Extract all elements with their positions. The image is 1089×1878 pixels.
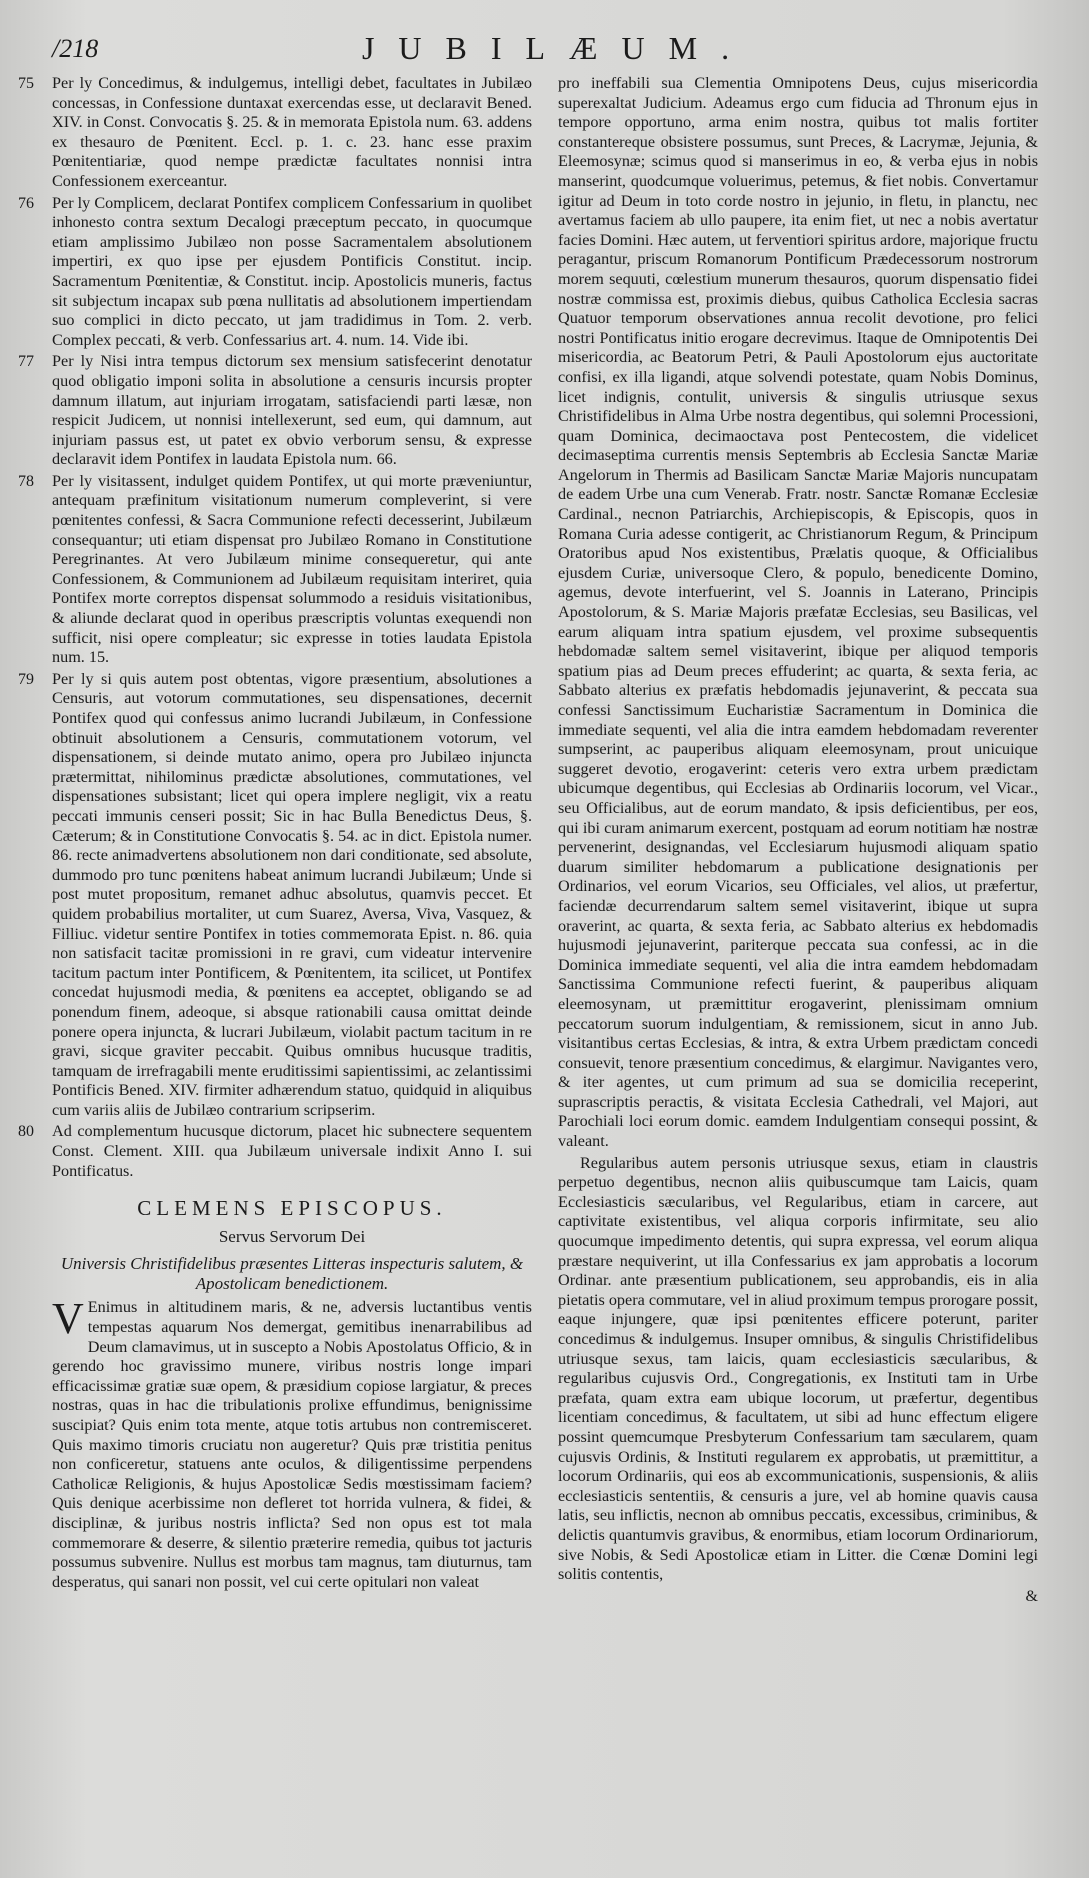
text-columns: [18, 74, 1063, 1606]
paragraph-number: 79: [18, 670, 34, 688]
left-column: [18, 74, 532, 1606]
paragraph-77: [18, 352, 532, 470]
paragraph-text: Per ly visitassent, indulget quidem Pontifex, ut qui morte præveniuntur, antequam præfinitum visitationum numerum compleverint, si vere pœnitentes confessi, & Sacra Communione refecti decesserint, Jubilæum consequantur; uti etiam dispensat pro Jubilæo Romano in Constitutione Peregrinantes. At vero Jubilæum minime consequeretur, qui ante Confessionem, & Communionem ad Jubilæum requisitam interiret, quia Pontifex morte correptos dispensat solummodo a residuis visitationibus, & aliunde declarat quod in operibus præscriptis voluntas exequendi non sufficit, nisi opere compleatur; sic expresse in toties laudata Epistola num. 15.: [52, 471, 532, 667]
paragraph-number: 76: [18, 194, 34, 212]
page-number: /218: [52, 34, 99, 63]
page-header: [52, 30, 1063, 74]
drop-cap: V: [52, 1294, 84, 1344]
bull-address: Universis Christifidelibus præsentes Litteras inspecturis salutem, & Apostolicam benedictionem.: [60, 1254, 524, 1294]
paragraph-80: [18, 1122, 532, 1181]
bull-text: Enimus in altitudinem maris, & ne, adversis luctantibus ventis tempestas aquarum Nos demergat, gemitibus inenarrabilibus ad Deum clamavimus, ut in suscepto a Nobis Apostolatus Officio, & in gerendo hoc gravissimo munere, viribus nostris longe impari efficacissimæ gratiæ suæ opem, & præsidium copiose largiatur, & preces nostras, quas in hac die tribulationis prolixe effundimus, benignissime suscipiat? Quis enim tota mente, atque totis artubus non contremisceret. Quis maximo timoris cruciatu non augeretur? Quis præ tristitia penitus non conficeretur, statuens ante oculos, & diligentissime perpendens Catholicæ Religionis, & hujus Apostolicæ Sedis mœstissimam faciem? Quis denique acerbissime non defleret tot horrida vulnera, & fidei, & disciplinæ, & juribus nostris inflicta? Sed non opus est tot mala commemorare & deserre, & silentio præterire remedia, quibus tot jacturis possumus subvenire. Nullus est morbus tam magnus, tam diuturnus, tam desperatus, qui sanari non possit, vel cui certe opitulari non valeat: [52, 1298, 532, 1591]
bull-subtitle: Servus Servorum Dei: [218, 1226, 366, 1246]
right-paragraph-1: pro ineffabili sua Clementia Omnipotens Deus, cujus misericordia superexaltat Judicium. Adeamus ergo cum fiducia ad Thronum ejus in tempore opportuno, arma enim nostra, quibus tot malis fortiter constantereque obsistere possumus, sunt Preces, & Lacrymæ, Jejunia, & Eleemosynæ; scimus quod si manserimus in eo, & verba ejus in nobis manserint, quodcumque voluerimus, petemus, & fiet nobis. Convertamur igitur ad Deum in toto corde nostro in jejunio, in fletu, in planctu, nec avertamus faciem ab ullo paupere, ita enim fiet, ut nec a nobis avertatur facies Domini. Hæc autem, ut ferventiori spiritus ardore, majorique fructu peragantur, priscum Romanorum Pontificum Prædecessorum nostrorum morem sequuti, cœlestium munerum thesauros, quorum dispensatio fidei nostræ commissa est, proximis diebus, quibus Catholica Ecclesia sacras Quatuor temporum observationes annua recolit devotione, pro felici nostri Pontificatus initio erogare decrevimus. Itaque de Omnipotentis Dei misericordia, ac Beatorum Petri, & Pauli Apostolorum ejus auctoritate confisi, ex illa ligandi, atque solvendi potestate, quam Nobis Dominus, licet indignis, contulit, universis & singulis utriusque sexus Christifidelibus in Alma Urbe nostra degentibus, qui solemni Processioni, quam Dominica, decimaoctava post Pentecostem, die videlicet decimaseptima currentis mensis Septembris ab Ecclesia Sanctæ Mariæ Angelorum in Thermis ad Basilicam Sanctæ Mariæ Majoris nuncupatam de eadem Urbe una cum Venerab. Fratr. nostr. Sanctæ Romanæ Ecclesiæ Cardinal., necnon Patriarchis, Archiepiscopis, & Episcopis, quos in Romana Curia adesse contigerit, ac Christianorum Regum, & Principum Oratoribus apud Nos existentibus, Prælatis quoque, & Officialibus ejusdem Curiæ, universoque Clero, & populo, benedicente Domino, agemus, devote interfuerint, vel S. Joannis in Laterano, Principis Apostolorum, & S. Mariæ Majoris præfatæ Ecclesias, seu Basilicas, vel earum aliquam intra spatium ejusdem, vel proxime subsequentis hebdomadæ saltem semel visitaverint, ibique per aliquod temporis spatium pias ad Deum preces effuderint; ac quarta, & sexta feria, ac Sabbato alterius ex præfatis hebdomadis jejunaverint, & peccata sua confessi Sanctissimum Eucharistiæ Sacramentum in Dominica die immediate sequenti, vel alia die intra eamdem hebdomadam reverenter sumpserint, ac pauperibus aliquam eleemosynam, prout unicuique suggeret devotio, erogaverint: ceteris vero extra urbem prædictam ubicumque degentibus, qui Ecclesias ab Ordinariis locorum, vel Vicar., seu Officialibus, aut de eorum mandato, & ipsis deficientibus, per eos, qui ibi curam animarum exercent, postquam ad eorum notitiam hæ nostræ pervenerint, designandas, vel Ecclesiarum hujusmodi aliquam spatio duarum similiter hebdomarum a publicatione designationis per Ordinarios, vel eorum Vicarios, seu Officiales, vel alios, ut præfertur, faciendæ decurrendarum saltem semel visitaverint, ibique ut supra oraverint, ac quarta, & sexta feria, ac Sabbato alterius ex hebdomadis hujusmodi jejunaverint, pariterque peccata sua confessi, ac in die Dominica immediate sequenti, vel alia die intra eamdem hebdomadam Sanctissima Communione refecti fuerint, & pauperibus aliquam eleemosynam, ut præmittitur erogaverint, plenissimam omnium peccatorum suorum indulgentiam, & remissionem, sicut in anno Jub. visitantibus certas Ecclesias, & intra, & extra Urbem prædictam concedi consuevit, tenore præsentium concedimus, & elargimur. Navigantes vero, & iter agentes, ut cum primum ad sua se domicilia receperint, suprascriptis peractis, & visitata Ecclesia Cathedrali, vel Majori, aut Parochiali loci eorum domic. eamdem Indulgentiam consequi possint, & valeant.: [558, 74, 1038, 1151]
paragraph-number: 77: [18, 353, 34, 371]
catchword: &: [1025, 1587, 1038, 1605]
paragraph-78: [18, 471, 532, 668]
paragraph-number: 75: [18, 75, 34, 92]
paragraph-79: [18, 669, 532, 1121]
paragraph-text: Per ly Complicem, declarat Pontifex complicem Confessarium in quolibet inhonesto contra sextum Decalogi præceptum peccato, in quocumque etiam amplissimo Jubilæo non posse Sacramentalem absolutionem impertiri, ex quo ipse per ejusdem Pontificis Constitut. incip. Sacramentum Pœnitentiæ, & Constitut. incip. Apostolicis muneris, factus sit subjectum incapax sub pœna nullitatis ad absolutionem impertiendam suo complici in dicto peccato, ut jam tradidimus in Tom. 2. verb. Complex peccati, & verb. Confessarius art. 4. num. 14. Vide ibi.: [52, 193, 532, 349]
running-title: JUBILÆUM.: [361, 30, 754, 66]
paragraph-number: 80: [18, 1123, 34, 1141]
right-column: [558, 74, 1038, 1606]
paragraph-text: Per ly si quis autem post obtentas, vigore præsentium, absolutiones a Censuris, aut votorum commutationes, seu dispensationes, decernit Pontifex quod qui confessus animo lucrandi Jubilæum, in Confessione obtinuit absolutionem a Censuris, commutationem votorum, vel dispensationem, si deinde mutato animo, opera pro Jubilæo injuncta prætermittat, nihilominus prædictæ absolutiones, commutationes, vel dispensationes subsistant; licet qui opera implere negligit, vix a reatu peccati immunis censeri possit; Sic in hac Bulla Benedictus Deus, §. Cæterum; & in Constitutione Convocatis §. 54. ac in dict. Epistola numer. 86. recte animadvertens absolutionem non dari conditionate, sed absolute, dummodo pro tunc pœnitens habeat animum lucrandi Jubilæum; Unde si post mutet propositum, remanet adhuc absolutus, quamvis peccet. Et quidem probabilius mortaliter, ut cum Suarez, Aversa, Viva, Vasquez, & Filliuc. videtur sentire Pontifex in toties commemorata Epist. n. 86. quia non satisfacit tacitæ promissioni in re gravi, cum videatur intervenire tacitum pactum inter Pontificem, & Pœnitentem, ita scilicet, ut Pontifex concedat hujusmodi media, & pœnitens ea acceptet, obligando se ad ponendum finem, adeoque, si absque rationabili causa omittat deinde ponere opera injuncta, & lucrari Jubilæum, violabit pactum tacitum in re gravi, sicque graviter peccabit. Quibus omnibus hucusque traditis, tamquam de irrefragabili mente eruditissimi sapientissimi, ac zelantissimi Pontificis Bened. XIV. firmiter adhærendum statuo, quidquid in aliquibus cum variis aliis de Jubilæo contrarium scripserim.: [52, 669, 532, 1119]
paragraph-text: Ad complementum hucusque dictorum, placet hic subnectere sequentem Const. Clement. XIII. qua Jubilæum universale indixit Anno I. sui Pontificatus.: [52, 1122, 532, 1180]
right-paragraph-2: Regularibus autem personis utriusque sexus, etiam in claustris perpetuo degentibus, necnon aliis quibuscumque tam Laicis, quam Ecclesiasticis sæcularibus, vel Regularibus, etiam in carcere, aut captivitate existentibus, vel aliqua corporis infirmitate, seu alio quocumque impedimento detentis, qui supra expressa, vel eorum aliqua præstare nequiverint, ut illa Confessarius ex jam approbatis a locorum Ordinar. ante præsentium publicationem, seu approbandis, eis in alia pietatis opera commutare, vel in aliud proximum tempus prorogare possit, eaque injungere, quæ ipsi pœnitentes efficere poterunt, pariter concedimus & indulgemus. Insuper omnibus, & singulis Christifidelibus utriusque sexus, tam laicis, quam ecclesiasticis sæcularibus, & regularibus cujusvis Ord., Congregationis, ex Instituti tam in Urbe præfata, quam extra eam ubique locorum, ut præfertur, degentibus licentiam concedimus, & facultatem, ut sibi ad hunc effectum eligere possint quemcumque Presbyterum Confessarium tam sæcularem, quam cujusvis Ordinis, & Instituti regularem ex approbatis, ut præmittitur, a locorum Ordinariis, qui eos ab excommunicationis, suspensionis, & aliis ecclesiasticis sententiis, & censuris a jure, vel ab homine quavis causa latis, seu inflictis, necnon ab omnibus peccatis, excessibus, criminibus, & delictis quantumvis gravibus, & enormibus, etiam locorum Ordinariorum, sive Nobis, & Sedi Apostolicæ etiam in Litter. die Cœnæ Domini legi solitis contentis,: [558, 1153, 1038, 1584]
paragraph-text: Per ly Nisi intra tempus dictorum sex mensium satisfecerint denotatur quod obligatio imponi solita in absolutione a censuris incursis propter damnum illatum, aut injuriam irrogatam, satisfaciendi parti læsæ, non respicit Judicem, ut nonnisi intellexerunt, sed eum, qui damnum, aut injuriam passus est, ut patet ex obvio verborum sensu, & expresse declaravit idem Pontifex in laudata Epistola num. 66.: [52, 352, 532, 469]
paragraph-76: [18, 193, 532, 351]
paragraph-75: [18, 74, 532, 192]
paragraph-text: Per ly Concedimus, & indulgemus, intelligi debet, facultates in Jubilæo concessas, in Confessione duntaxat exercendas esse, ut declaravit Bened. XIV. in Const. Convocatis §. 25. & in memorata Epistola num. 63. addens ex thesauro de Pœnitent. Eccl. p. 1. c. 23. hanc esse praxim Pœnitentiariæ, quod nempe prædictæ facultates nonnisi intra Confessionem exerceantur.: [52, 74, 532, 190]
bull-body: [52, 1294, 532, 1592]
paragraph-number: 78: [18, 472, 34, 490]
bull-title: CLEMENS EPISCOPUS.: [137, 1196, 447, 1221]
